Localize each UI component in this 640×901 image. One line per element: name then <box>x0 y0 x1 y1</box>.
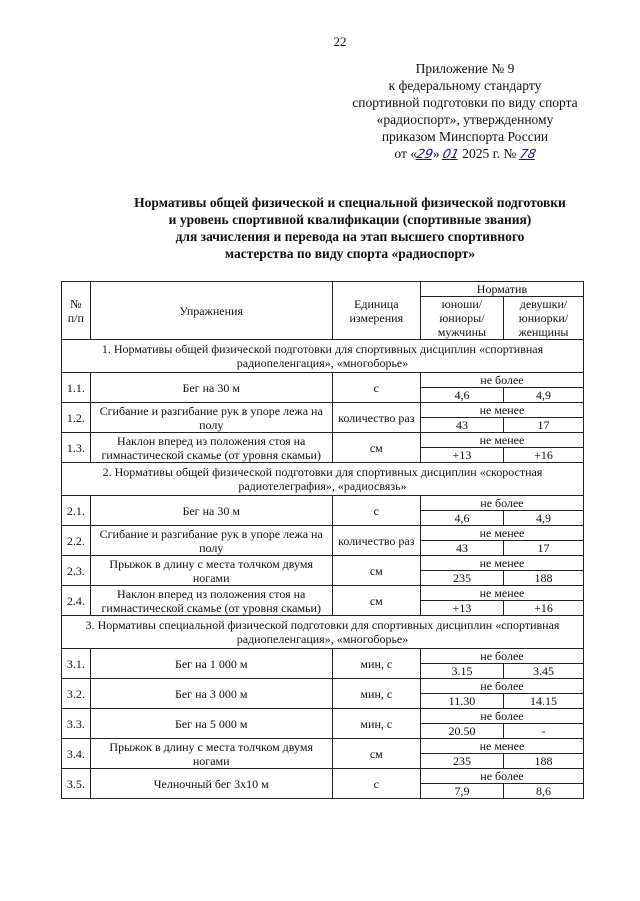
row-exercise: Бег на 30 м <box>90 496 332 526</box>
row-condition: не менее <box>420 739 583 754</box>
row-exercise: Бег на 5 000 м <box>90 709 332 739</box>
row-unit: мин, с <box>332 709 420 739</box>
section-title: 3. Нормативы специальной физической подготовки для спортивных дисциплин «спортивная радиопеленгация», «многоборье» <box>62 616 584 649</box>
row-exercise: Наклон вперед из положения стоя на гимнастической скамье (от уровня скамьи) <box>90 433 332 463</box>
row-unit: количество раз <box>332 526 420 556</box>
order-date-line <box>330 145 600 162</box>
row-female-value: 14.15 <box>503 694 583 709</box>
row-condition: не менее <box>420 526 583 541</box>
table-row <box>62 433 584 448</box>
row-male-value: 43 <box>420 541 503 556</box>
date-month-handwritten: 01 <box>441 146 461 161</box>
title-line-3: для зачисления и перевода на этап высшего спортивного <box>175 229 525 244</box>
row-male-value: 235 <box>420 571 503 586</box>
row-unit: см <box>332 586 420 616</box>
row-number: 3.2. <box>62 679 91 709</box>
row-number: 3.3. <box>62 709 91 739</box>
date-suffix: 2025 г. № <box>462 146 517 161</box>
appendix-line-2: к федеральному стандарту <box>388 78 542 93</box>
row-condition: не более <box>420 679 583 694</box>
table-row <box>62 403 584 418</box>
section-title: 1. Нормативы общей физической подготовки для спортивных дисциплин «спортивная радиопеленгация», «многоборье» <box>62 340 584 373</box>
row-female-value: 188 <box>503 754 583 769</box>
row-number: 1.2. <box>62 403 91 433</box>
row-exercise: Прыжок в длину с места толчком двумя ногами <box>90 739 332 769</box>
row-male-value: 7,9 <box>420 784 503 799</box>
row-number: 2.3. <box>62 556 91 586</box>
row-condition: не менее <box>420 586 583 601</box>
row-exercise: Сгибание и разгибание рук в упоре лежа на полу <box>90 526 332 556</box>
appendix-line-1: Приложение № 9 <box>415 61 515 76</box>
row-unit: мин, с <box>332 679 420 709</box>
row-female-value: 8,6 <box>503 784 583 799</box>
row-female-value: +16 <box>503 448 583 463</box>
row-male-value: 43 <box>420 418 503 433</box>
row-unit: см <box>332 739 420 769</box>
row-unit: мин, с <box>332 649 420 679</box>
document-title <box>60 194 640 262</box>
row-unit: см <box>332 433 420 463</box>
section-title: 2. Нормативы общей физической подготовки для спортивных дисциплин «скоростная радиотелеграфия», «радиосвязь» <box>62 463 584 496</box>
row-exercise: Бег на 1 000 м <box>90 649 332 679</box>
title-line-4: мастерства по виду спорта «радиоспорт» <box>224 246 476 261</box>
table-row <box>62 739 584 754</box>
row-exercise: Бег на 3 000 м <box>90 679 332 709</box>
date-day-handwritten: 29 <box>415 146 435 161</box>
row-number: 2.4. <box>62 586 91 616</box>
appendix-line-4: «радиоспорт», утвержденному <box>376 112 554 127</box>
row-number: 3.1. <box>62 649 91 679</box>
section-row <box>62 616 584 649</box>
table-row <box>62 586 584 601</box>
title-line-2: и уровень спортивной квалификации (спортивные звания) <box>168 212 532 227</box>
row-number: 1.3. <box>62 433 91 463</box>
row-condition: не менее <box>420 556 583 571</box>
appendix-line-3: спортивной подготовки по виду спорта <box>352 95 578 110</box>
row-number: 2.1. <box>62 496 91 526</box>
row-condition: не более <box>420 769 583 784</box>
row-unit: количество раз <box>332 403 420 433</box>
table-row <box>62 709 584 724</box>
row-male-value: 4,6 <box>420 511 503 526</box>
row-male-value: 3.15 <box>420 664 503 679</box>
row-unit: см <box>332 556 420 586</box>
header-exercise: Упражнения <box>90 282 332 340</box>
row-male-value: 4,6 <box>420 388 503 403</box>
row-condition: не более <box>420 709 583 724</box>
row-number: 3.5. <box>62 769 91 799</box>
table-row <box>62 649 584 664</box>
row-female-value: +16 <box>503 601 583 616</box>
table-row <box>62 526 584 541</box>
row-female-value: 188 <box>503 571 583 586</box>
header-male: юноши/ юниоры/ мужчины <box>420 297 503 340</box>
row-female-value: 17 <box>503 541 583 556</box>
norms-table <box>61 281 584 799</box>
header-norm: Норматив <box>420 282 583 297</box>
row-exercise: Наклон вперед из положения стоя на гимнастической скамье (от уровня скамьи) <box>90 586 332 616</box>
row-female-value: 17 <box>503 418 583 433</box>
section-row <box>62 340 584 373</box>
row-male-value: 235 <box>420 754 503 769</box>
header-unit: Единица измерения <box>332 282 420 340</box>
header-num: № п/п <box>62 282 91 340</box>
row-condition: не менее <box>420 403 583 418</box>
row-number: 1.1. <box>62 373 91 403</box>
row-exercise: Сгибание и разгибание рук в упоре лежа на полу <box>90 403 332 433</box>
title-line-1: Нормативы общей физической и специальной физической подготовки <box>134 195 566 210</box>
order-number-handwritten: 78 <box>518 146 538 161</box>
table-row <box>62 373 584 388</box>
table-row <box>62 769 584 784</box>
row-exercise: Прыжок в длину с места толчком двумя ногами <box>90 556 332 586</box>
row-male-value: 11.30 <box>420 694 503 709</box>
row-female-value: 4,9 <box>503 511 583 526</box>
appendix-line-5: приказом Минспорта России <box>381 129 549 144</box>
row-unit: с <box>332 496 420 526</box>
section-row <box>62 463 584 496</box>
row-female-value: 4,9 <box>503 388 583 403</box>
table-row <box>62 556 584 571</box>
table-row <box>62 679 584 694</box>
header-female: девушки/ юниорки/ женщины <box>503 297 583 340</box>
row-condition: не более <box>420 496 583 511</box>
page-number: 22 <box>333 34 347 49</box>
row-number: 2.2. <box>62 526 91 556</box>
row-male-value: +13 <box>420 448 503 463</box>
date-prefix: от « <box>394 146 417 161</box>
table-row <box>62 496 584 511</box>
row-male-value: 20.50 <box>420 724 503 739</box>
row-number: 3.4. <box>62 739 91 769</box>
row-unit: с <box>332 373 420 403</box>
row-condition: не более <box>420 373 583 388</box>
row-condition: не более <box>420 649 583 664</box>
date-mid: » <box>432 146 440 161</box>
appendix-header <box>330 60 600 162</box>
row-unit: с <box>332 769 420 799</box>
row-condition: не менее <box>420 433 583 448</box>
row-exercise: Бег на 30 м <box>90 373 332 403</box>
row-female-value: - <box>503 724 583 739</box>
row-female-value: 3.45 <box>503 664 583 679</box>
row-male-value: +13 <box>420 601 503 616</box>
row-exercise: Челночный бег 3х10 м <box>90 769 332 799</box>
